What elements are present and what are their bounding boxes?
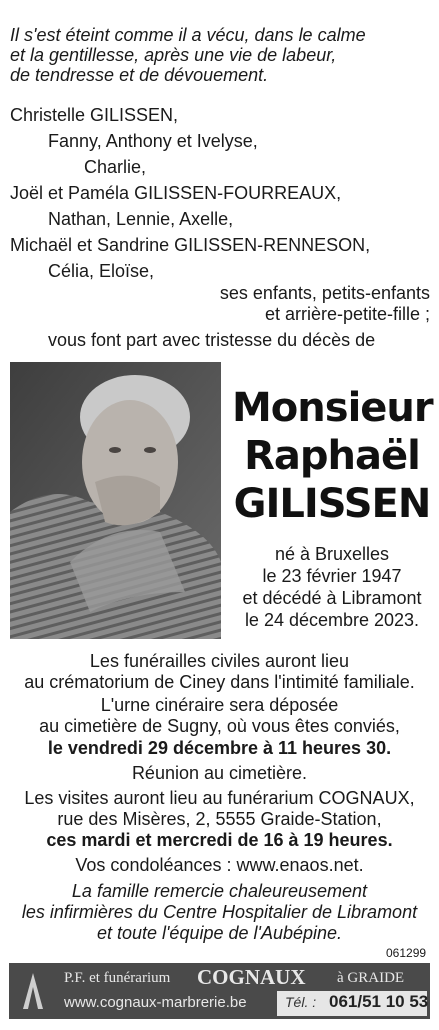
funeral-home-logo	[19, 969, 47, 1013]
relation-line-2: et arrière-petite-fille ;	[264, 304, 430, 324]
funeral-line-1: Les funérailles civiles auront lieu	[89, 651, 350, 671]
phone-box	[277, 991, 427, 1016]
footer-website: www.cognaux-marbrerie.be	[64, 994, 247, 1011]
funeral-home-footer	[9, 963, 430, 1019]
family-line-2: Fanny, Anthony et Ivelyse,	[48, 131, 258, 151]
intro-line-1: Il s'est éteint comme il a vécu, dans le calme	[10, 25, 366, 45]
funeral-date: le vendredi 29 décembre à 11 heures 30.	[47, 738, 392, 758]
phone-number: 061/51 10 53	[329, 992, 429, 1011]
footer-location: à GRAIDE	[337, 970, 405, 986]
relation-line-1: ses enfants, petits-enfants	[219, 283, 430, 303]
thanks-line-1: La famille remercie chaleureusement	[71, 881, 368, 901]
reference-number: 061299	[386, 946, 427, 960]
reunion-line: Réunion au cimetière.	[131, 763, 308, 783]
family-line-6: Michaël et Sandrine GILISSEN-RENNESON,	[10, 235, 371, 255]
death-place: et décédé à Libramont	[242, 588, 422, 608]
deceased-title: Monsieur	[232, 385, 433, 431]
thanks-line-2: les infirmières du Centre Hospitalier de Libramont	[21, 902, 418, 922]
phone-label: Tél. :	[285, 994, 317, 1010]
intro-line-2: et la gentillesse, après une vie de labeur,	[10, 45, 337, 65]
footer-pf-label: P.F. et funérarium	[64, 970, 171, 986]
visits-line-1: Les visites auront lieu au funérarium COGNAUX,	[24, 788, 415, 808]
visits-line-2: rue des Misères, 2, 5555 Graide-Station,	[57, 809, 382, 829]
deceased-first-name: Raphaël	[244, 433, 420, 479]
family-line-5: Nathan, Lennie, Axelle,	[48, 209, 234, 229]
family-line-3: Charlie,	[84, 157, 147, 177]
death-date: le 24 décembre 2023.	[244, 610, 420, 630]
intro-line-3: de tendresse et de dévouement.	[10, 65, 269, 85]
deceased-last-name: GILISSEN	[233, 481, 431, 527]
deceased-photo	[10, 362, 221, 639]
birth-place: né à Bruxelles	[274, 544, 390, 564]
funeral-line-2: au crématorium de Ciney dans l'intimité familiale.	[24, 672, 415, 692]
funeral-line-4: au cimetière de Sugny, où vous êtes conviés,	[39, 716, 400, 736]
thanks-line-3: et toute l'équipe de l'Aubépine.	[96, 923, 343, 943]
family-line-4: Joël et Paméla GILISSEN-FOURREAUX,	[10, 183, 342, 203]
footer-brand: COGNAUX	[197, 965, 306, 989]
announce-line: vous font part avec tristesse du décès de	[48, 330, 376, 350]
condolences-line: Vos condoléances : www.enaos.net.	[75, 855, 364, 875]
visits-time: ces mardi et mercredi de 16 à 19 heures.	[46, 830, 393, 850]
family-line-1: Christelle GILISSEN,	[10, 105, 179, 125]
birth-date: le 23 février 1947	[262, 566, 402, 586]
family-line-7: Célia, Eloïse,	[48, 261, 155, 281]
funeral-line-3: L'urne cinéraire sera déposée	[100, 695, 339, 715]
